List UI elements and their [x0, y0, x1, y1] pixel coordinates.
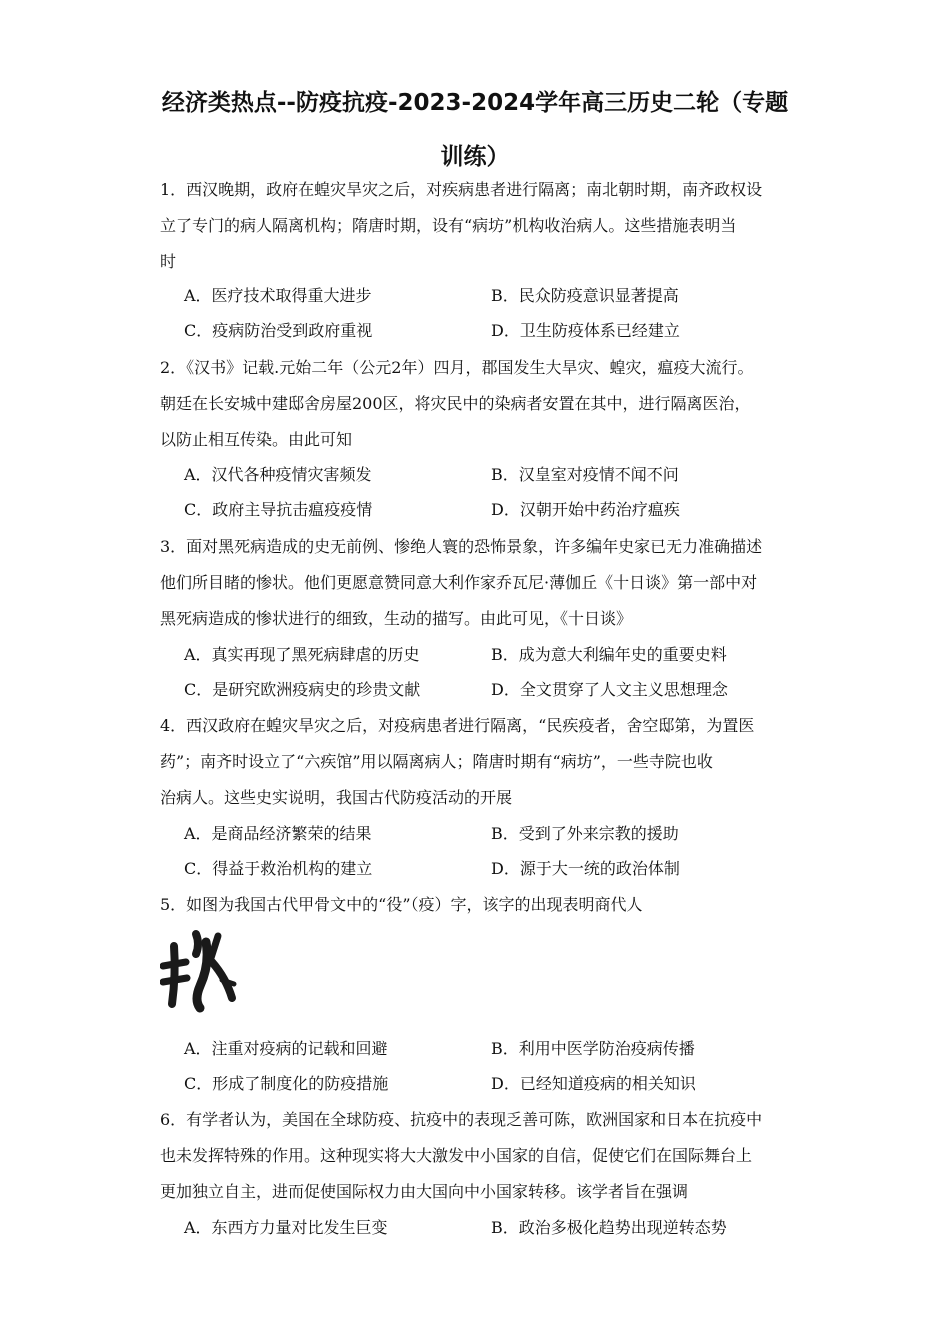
question-4-stem [160, 708, 790, 816]
question-4-option-a: A．是商品经济繁荣的结果 [184, 824, 372, 843]
question-line: 更加独立自主，进而促使国际权力由大国向中小国家转移。该学者旨在强调 [160, 1182, 689, 1201]
question-1-stem [160, 172, 790, 280]
question-6-option-a: A．东西方力量对比发生巨变 [184, 1218, 388, 1237]
question-line: 5．如图为我国古代甲骨文中的“役”（疫）字，该字的出现表明商代人 [160, 895, 643, 914]
question-line: 药”；南齐时设立了“六疾馆”用以隔离病人；隋唐时期有“病坊”，一些寺院也收 [160, 752, 713, 771]
question-2-option-c: C．政府主导抗击瘟疫疫情 [184, 500, 373, 519]
question-5-option-b: B．利用中医学防治疫病传播 [491, 1039, 695, 1058]
question-3-option-c: C．是研究欧洲疫病史的珍贵文献 [184, 680, 421, 699]
title-line-2: 训练） [440, 144, 510, 170]
question-line: 1．西汉晚期，政府在蝗灾旱灾之后，对疾病患者进行隔离；南北朝时期，南齐政权设 [160, 180, 763, 199]
question-1-option-a: A．医疗技术取得重大进步 [184, 286, 372, 305]
question-2-option-d: D．汉朝开始中药治疗瘟疾 [491, 500, 680, 519]
question-1-option-d: D．卫生防疫体系已经建立 [491, 321, 680, 340]
question-line: 朝廷在长安城中建邸舍房屋200区，将灾民中的染病者安置在其中，进行隔离医治， [160, 394, 751, 413]
question-5-stem [160, 887, 790, 923]
question-6-stem [160, 1102, 790, 1210]
oracle-bone-character-image [160, 928, 238, 1014]
question-line: 也未发挥特殊的作用。这种现实将大大激发中小国家的自信，促使它们在国际舞台上 [160, 1146, 753, 1165]
question-2-option-a: A．汉代各种疫情灾害频发 [184, 465, 372, 484]
question-3-option-b: B．成为意大利编年史的重要史料 [491, 645, 727, 664]
question-4-option-b: B．受到了外来宗教的援助 [491, 824, 679, 843]
document-title [150, 76, 800, 184]
question-3-stem [160, 529, 790, 637]
question-1-option-b: B．民众防疫意识显著提高 [491, 286, 679, 305]
question-1-option-c: C．疫病防治受到政府重视 [184, 321, 373, 340]
question-line: 立了专门的病人隔离机构；隋唐时期，设有“病坊”机构收治病人。这些措施表明当 [160, 216, 737, 235]
question-line: 2．《汉书》记载.元始二年（公元2年）四月，郡国发生大旱灾、蝗灾，瘟疫大流行。 [160, 358, 754, 377]
question-line: 3．面对黑死病造成的史无前例、惨绝人寰的恐怖景象，许多编年史家已无力准确描述 [160, 537, 763, 556]
question-2-stem [160, 350, 790, 458]
title-line-1: 经济类热点--防疫抗疫-2023-2024学年高三历史二轮（专题 [161, 90, 789, 116]
question-3-option-a: A．真实再现了黑死病肆虐的历史 [184, 645, 420, 664]
question-3-option-d: D．全文贯穿了人文主义思想理念 [491, 680, 728, 699]
question-line: 他们所目睹的惨状。他们更愿意赞同意大利作家乔瓦尼·薄伽丘《十日谈》第一部中对 [160, 573, 758, 592]
question-line: 4．西汉政府在蝗灾旱灾之后，对疫病患者进行隔离，“民疾疫者，舍空邸第，为置医 [160, 716, 755, 735]
question-4-option-d: D．源于大一统的政治体制 [491, 859, 680, 878]
question-5-option-a: A．注重对疫病的记载和回避 [184, 1039, 388, 1058]
question-2-option-b: B．汉皇室对疫情不闻不问 [491, 465, 679, 484]
question-6-option-b: B．政治多极化趋势出现逆转态势 [491, 1218, 727, 1237]
question-5-option-d: D．已经知道疫病的相关知识 [491, 1074, 696, 1093]
question-4-option-c: C．得益于救治机构的建立 [184, 859, 373, 878]
question-5-option-c: C．形成了制度化的防疫措施 [184, 1074, 389, 1093]
question-line: 以防止相互传染。由此可知 [160, 430, 353, 449]
question-line: 治病人。这些史实说明，我国古代防疫活动的开展 [160, 788, 513, 807]
question-line: 6．有学者认为，美国在全球防疫、抗疫中的表现乏善可陈，欧洲国家和日本在抗疫中 [160, 1110, 763, 1129]
question-line: 黑死病造成的惨状进行的细致，生动的描写。由此可见，《十日谈》 [160, 609, 633, 628]
question-line: 时 [160, 252, 177, 271]
